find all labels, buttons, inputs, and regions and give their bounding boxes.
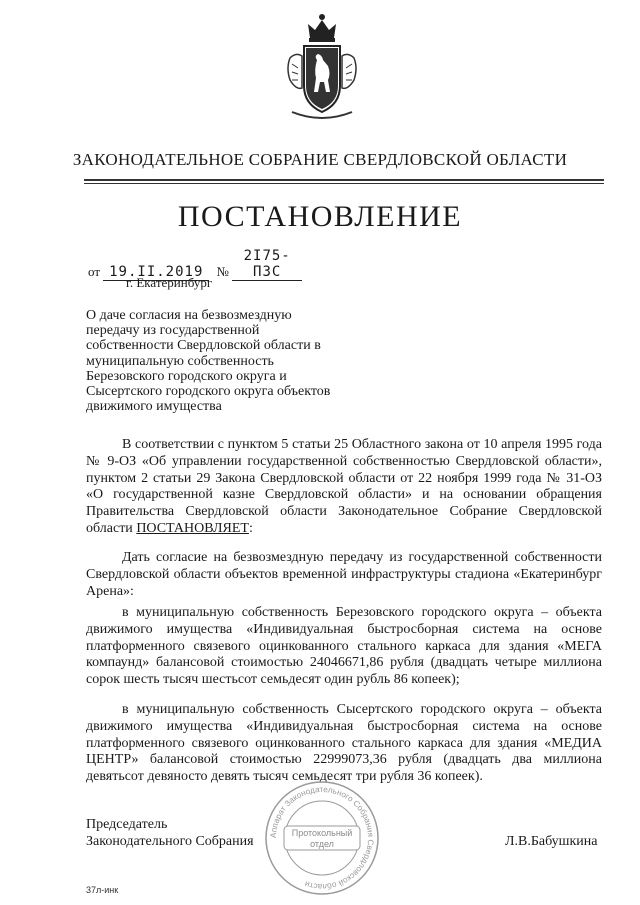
header-divider bbox=[84, 179, 604, 181]
number-prefix: № bbox=[216, 264, 229, 279]
stamp-center-line1: Протокольный bbox=[291, 828, 353, 838]
coat-of-arms-icon bbox=[284, 8, 360, 128]
preamble-text: В соответствии с пунктом 5 статьи 25 Областного закона от 10 апреля 1995 года № 9-ОЗ «Об управлении государственной собственностью Свердловской области», пунктом 2 статьи 29 Закона Свердловской области от 22 ноября 1999 года № 31-ОЗ «О государственной казне Свердловской области» и на основании обращения Правительства Свердловской области Законодательное Собрание Свердловской области bbox=[86, 437, 602, 536]
protocol-stamp bbox=[262, 778, 382, 898]
date-prefix: от bbox=[88, 264, 101, 279]
footer-code: 37л-инк bbox=[86, 885, 119, 895]
city-name: г. Екатеринбург bbox=[126, 275, 213, 290]
stamp-ring-text: Аппарат Законодательного Собрания Свердловской области bbox=[268, 784, 376, 892]
resolves-word: ПОСТАНОВЛЯЕТ bbox=[136, 520, 249, 536]
preamble-end: : bbox=[248, 520, 253, 536]
document-subject: О даче согласия на безвозмездную передачу из государственной собственности Свердловской области в муниципальную собственность Березовского городского округа и Сысертского городского округа объектов движимого имущества bbox=[86, 308, 331, 415]
number-value: 2I75-ПЗС bbox=[232, 248, 302, 281]
organization-name: ЗАКОНОДАТЕЛЬНОЕ СОБРАНИЕ СВЕРДЛОВСКОЙ ОБЛАСТИ bbox=[72, 150, 568, 169]
document-type-title: ПОСТАНОВЛЕНИЕ bbox=[177, 200, 463, 233]
date-value: 19.II.2019 bbox=[103, 264, 209, 281]
signatory-title bbox=[86, 816, 254, 850]
header-divider-thin bbox=[84, 183, 604, 184]
sysert-transfer-paragraph: в муниципальную собственность Сысертского городского округа – объекта движимого имущества «Индивидуальная быстросборная система на основе платформенного связевого оцинкованного стального каркаса для здания «МЕДИА ЦЕНТР» балансовой стоимостью 22999073,36 рубля (двадцать два миллиона девятьсот девяносто девять тысяч семьдесят три рубля 36 копеек). bbox=[86, 702, 602, 785]
consent-paragraph: Дать согласие на безвозмездную передачу из государственной собственности Свердловской области объектов временной инфраструктуры стадиона «Екатеринбург Арена»: bbox=[86, 550, 602, 599]
stamp-center-line2: отдел bbox=[310, 839, 334, 849]
signatory-title-line1: Председатель bbox=[86, 817, 168, 832]
signatory-title-line2: Законодательного Собрания bbox=[86, 834, 254, 849]
signatory-name: Л.В.Бабушкина bbox=[505, 834, 598, 849]
berezovsky-transfer-paragraph: в муниципальную собственность Березовского городского округа – объекта движимого имущества «Индивидуальная быстросборная система на основе платформенного связевого оцинкованного стального каркаса для здания «МЕГА компаунд» балансовой стоимостью 24046671,86 рубля (двадцать четыре миллиона сорок шесть тысяч шестьсот семьдесят один рубль 86 копеек); bbox=[86, 605, 602, 688]
preamble-paragraph bbox=[86, 437, 602, 538]
